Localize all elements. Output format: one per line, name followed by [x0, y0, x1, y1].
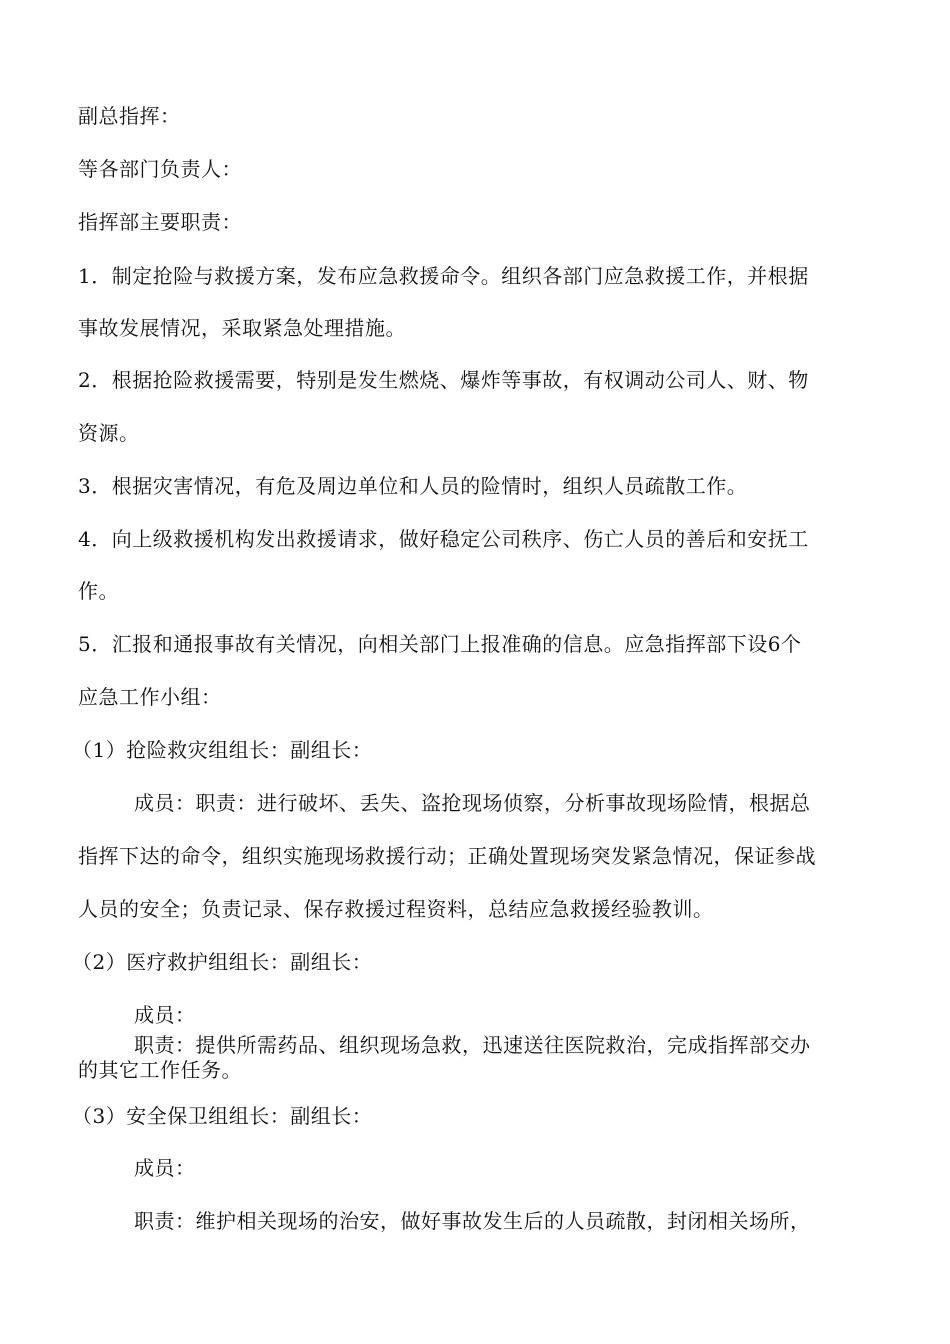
group-1-heading: （1）抢险救灾组组长：副组长：	[72, 738, 373, 762]
duty-3-line: 3．根据灾害情况，有危及周边单位和人员的险情时，组织人员疏散工作。	[78, 474, 748, 498]
group-1-duty-line-1: 成员：职责：进行破坏、丢失、盗抢现场侦察，分析事故现场险情，根据总	[134, 791, 811, 815]
group-3-members-line: 成员：	[134, 1156, 196, 1180]
duty-2-line-1: 2．根据抢险救援需要，特别是发生燃烧、爆炸等事故，有权调动公司人、财、物	[78, 368, 809, 392]
group-3-duty-line-1: 职责：维护相关现场的治安，做好事故发生后的人员疏散，封闭相关场所，	[134, 1209, 811, 1233]
duty-2-line-2: 资源。	[78, 421, 140, 445]
group-3-heading: （3）安全保卫组组长：副组长：	[72, 1104, 373, 1128]
duty-4-line-2: 作。	[78, 579, 119, 603]
duty-4-line-1: 4．向上级救援机构发出救援请求，做好稳定公司秩序、伤亡人员的善后和安抚工	[78, 527, 809, 551]
group-2-heading: （2）医疗救护组组长：副组长：	[72, 950, 373, 974]
group-2-duty-line-2: 的其它工作任务。	[78, 1058, 242, 1082]
duty-1-line-1: 1．制定抢险与救援方案，发布应急救援命令。组织各部门应急救援工作，并根据	[78, 264, 809, 288]
duty-1-line-2: 事故发展情况，采取紧急处理措施。	[78, 316, 406, 340]
command-duties-heading: 指挥部主要职责：	[78, 210, 242, 234]
deputy-commander-line: 副总指挥：	[78, 104, 181, 128]
department-heads-line: 等各部门负责人：	[78, 157, 242, 181]
group-2-members-line: 成员：	[134, 1003, 196, 1027]
group-1-duty-line-2: 指挥下达的命令，组织实施现场救援行动；正确处置现场突发紧急情况，保证参战	[78, 844, 816, 868]
group-2-duty-line-1: 职责：提供所需药品、组织现场急救，迅速送往医院救治，完成指挥部交办	[134, 1033, 811, 1057]
duty-5-line-2: 应急工作小组：	[78, 685, 222, 709]
duty-5-line-1: 5．汇报和通报事故有关情况，向相关部门上报准确的信息。应急指挥部下设6个	[78, 632, 802, 656]
group-1-duty-line-3: 人员的安全；负责记录、保存救援过程资料，总结应急救援经验教训。	[78, 897, 714, 921]
